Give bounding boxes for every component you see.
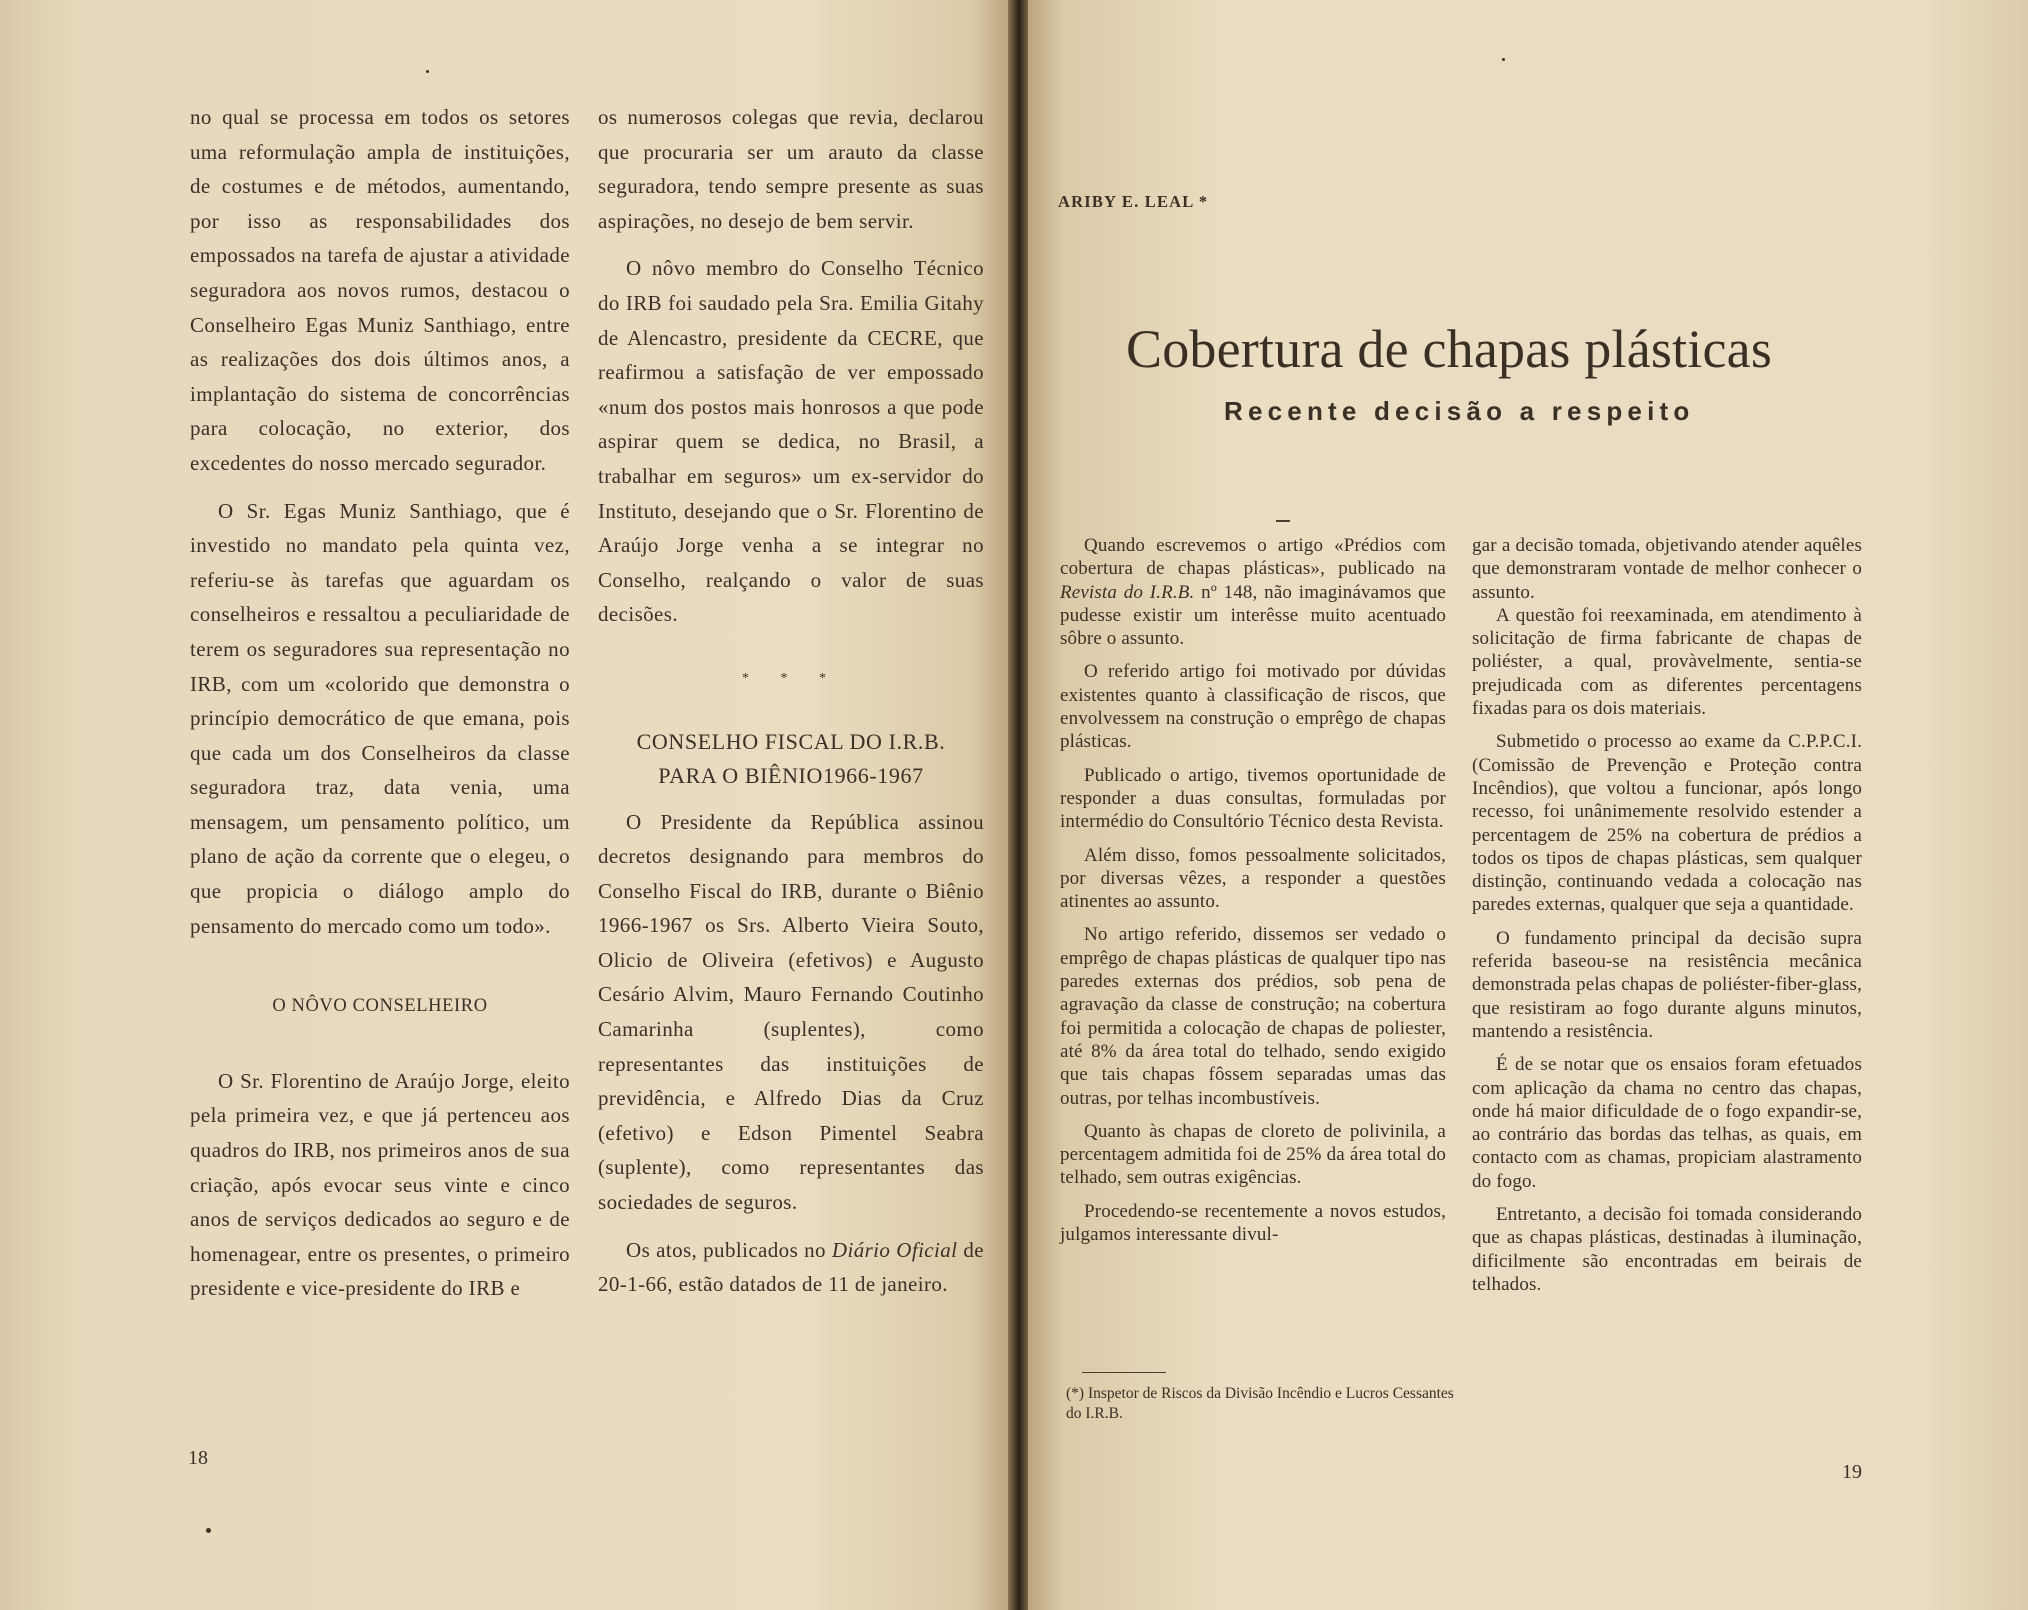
paragraph: O Sr. Egas Muniz Santhiago, que é investido no mandato pela quinta vez, referiu-se às tarefas que aguardam os conselheiros e ressaltou a peculiaridade de terem os seguradores sua representação no IRB, com um «colorido que demonstra o princípio democrático de que emana, pois que cada um dos Conselheiros da classe seguradora traz, data venia, uma mensagem, um pensamento político, um plano de ação da corrente que o elegeu, o que propicia o diálogo amplo do pensamento do mercado como um todo». xyxy=(190,498,570,938)
section-subheading: O NÔVO CONSELHEIRO xyxy=(272,996,488,1017)
paragraph: A questão foi reexaminada, em atendimento à solicitação de firma fabricante de chapas de poliéster, a qual, provàvelmente, sentia-se prejudicada com as diferentes percentagens fixadas para os dois materiais. xyxy=(1472,604,1862,720)
title-dash xyxy=(1276,520,1290,522)
paragraph: Submetido o processo ao exame da C.P.P.C.I. (Comissão de Prevenção e Proteção contra Incêndios), que voltou a funcionar, após longo recesso, foi unânimemente resolvido estender a percentagem de 25% na cobertura de prédios a todos os tipos de chapas plásticas, sem qualquer distinção, continuando vedada a colocação nas paredes externas, qualquer que seja a quantidade. xyxy=(1472,731,1862,916)
footnote-rule xyxy=(1082,1372,1166,1373)
paragraph: No artigo referido, dissemos ser vedado o emprêgo de chapas plásticas de qualquer tipo nas paredes externas dos prédios, sob pena de agravação da classe de construção; na cobertura foi permitida a colocação de chapas de poliester, até 8% da área total do telhado, sendo exigido que tais chapas fôssem separadas umas das outras, por telhas incombustíveis. xyxy=(1060,924,1446,1109)
paper-speck xyxy=(1502,58,1505,61)
section-heading xyxy=(598,725,984,793)
paper-speck xyxy=(206,1528,211,1533)
author-byline: ARIBY E. LEAL * xyxy=(1058,192,1209,211)
page-number: 18 xyxy=(188,1447,208,1469)
paragraph: O fundamento principal da decisão supra referida baseou-se na resistência mecânica demonstrada pelas chapas de poliéster-fiber-glass, que resistiram ao fogo durante alguns minutos, mantendo a resistência. xyxy=(1472,927,1862,1042)
paragraph: É de se notar que os ensaios foram efetuados com aplicação da chama no centro das chapas, onde há maior dificuldade de o fogo expandir-se, ao contrário das bordas das telhas, as quais, em contacto com as chamas, propiciam alastramento do fogo. xyxy=(1472,1054,1862,1192)
paper-speck xyxy=(426,70,429,73)
text-run: nº 148, não imaginávamos que pudesse existir um interêsse muito acentuado sôbre o assunto. xyxy=(1060,581,1447,650)
article-subtitle: Recente decisão a respeito xyxy=(1224,396,1695,426)
paragraph: Entretanto, a decisão foi tomada considerando que as chapas plásticas, destinadas à iluminação, dificilmente são encontradas em beirais de telhados. xyxy=(1472,1204,1862,1295)
paragraph: Publicado o artigo, tivemos oportunidade de responder a duas consultas, formuladas por intermédio do Consultório Técnico desta Revista. xyxy=(1060,764,1446,833)
text-run: de 20-1-66, estão datados de 11 de janeiro. xyxy=(598,1237,984,1297)
page-number: 19 xyxy=(1842,1461,1862,1483)
paragraph: os numerosos colegas que revia, declarou que procuraria ser um arauto da classe seguradora, tendo sempre presente as suas aspirações, no desejo de bem servir. xyxy=(598,105,984,233)
italic-text: Diário Oficial xyxy=(831,1237,958,1262)
paragraph: O nôvo membro do Conselho Técnico do IRB foi saudado pela Sra. Emilia Gitahy de Alencastro, presidente da CECRE, que reafirmou a satisfação de ver empossado «num dos postos mais honrosos a que pode aspirar quem se dedica, no Brasil, a trabalhar em seguros» um ex-servidor do Instituto, desejando que o Sr. Florentino de Araújo Jorge venha a se integrar no Conselho, realçando o valor de suas decisões. xyxy=(598,256,984,627)
paragraph xyxy=(1060,534,1446,650)
paragraph: Além disso, fomos pessoalmente solicitados, por diversas vêzes, a responder a questões atinentes ao assunto. xyxy=(1060,844,1446,913)
text-run: Os atos, publicados no xyxy=(626,1237,832,1262)
paragraph: O Presidente da República assinou decretos designando para membros do Conselho Fiscal do IRB, durante o Biênio 1966-1967 os Srs. Alberto Vieira Souto, Olicio de Oliveira (efetivos) e Augusto Cesário Alvim, Mauro Fernando Coutinho Camarinha (suplentes), como representantes das instituições de previdência, e Alfredo Dias da Cruz (efetivo) e Edson Pimentel Seabra (suplente), como representantes das sociedades de seguros. xyxy=(598,809,984,1215)
article-title: Cobertura de chapas plásticas xyxy=(1126,319,1773,379)
section-separator: * * * xyxy=(742,670,840,686)
left-page-column-2 xyxy=(598,100,984,1302)
paragraph: Procedendo-se recentemente a novos estudos, julgamos interessante divul- xyxy=(1060,1200,1446,1246)
italic-text: Revista do I.R.B. xyxy=(1060,581,1195,603)
paragraph: O referido artigo foi motivado por dúvidas existentes quanto à classificação de riscos, que envolvessem na construção o emprêgo de chapas plásticas. xyxy=(1060,661,1446,753)
footnote: (*) Inspetor de Riscos da Divisão Incêndio e Lucros Cessantes do I.R.B. xyxy=(1066,1385,1454,1422)
right-page-column-2 xyxy=(1472,534,1862,1296)
paragraph xyxy=(598,1233,984,1302)
paragraph: gar a decisão tomada, objetivando atender aquêles que demonstraram vontade de melhor conhecer o assunto. xyxy=(1472,535,1862,603)
text-run: Quando escrevemos o artigo «Prédios com cobertura de chapas plásticas», publicado na xyxy=(1060,535,1446,580)
right-page-column-1 xyxy=(1060,534,1446,1246)
section-heading-line-1: CONSELHO FISCAL DO I.R.B. xyxy=(636,728,946,754)
section-heading-line-2: PARA O BIÊNIO1966-1967 xyxy=(658,762,924,788)
paragraph: no qual se processa em todos os setores uma reformulação ampla de instituições, de costumes e de métodos, aumentando, por isso as responsabilidades dos empossados na tarefa de ajustar a atividade seguradora aos novos rumos, destacou o Conselheiro Egas Muniz Santhiago, entre as realizações dos dois últimos anos, a implantação do sistema de concorrências para colocação, no exterior, dos excedentes do nosso mercado segurador. xyxy=(190,105,570,475)
paragraph: Quanto às chapas de cloreto de polivinila, a percentagem admitida foi de 25% da área total do telhado, sem outras exigências. xyxy=(1060,1120,1446,1189)
left-page-column-1 xyxy=(190,100,570,1306)
paragraph: O Sr. Florentino de Araújo Jorge, eleito pela primeira vez, e que já pertenceu aos quadros do IRB, nos primeiros anos de sua criação, após evocar seus vinte e cinco anos de serviços dedicados ao seguro e de homenagear, entre os presentes, o primeiro presidente e vice-presidente do IRB e xyxy=(190,1068,570,1301)
book-gutter xyxy=(1008,0,1028,1610)
